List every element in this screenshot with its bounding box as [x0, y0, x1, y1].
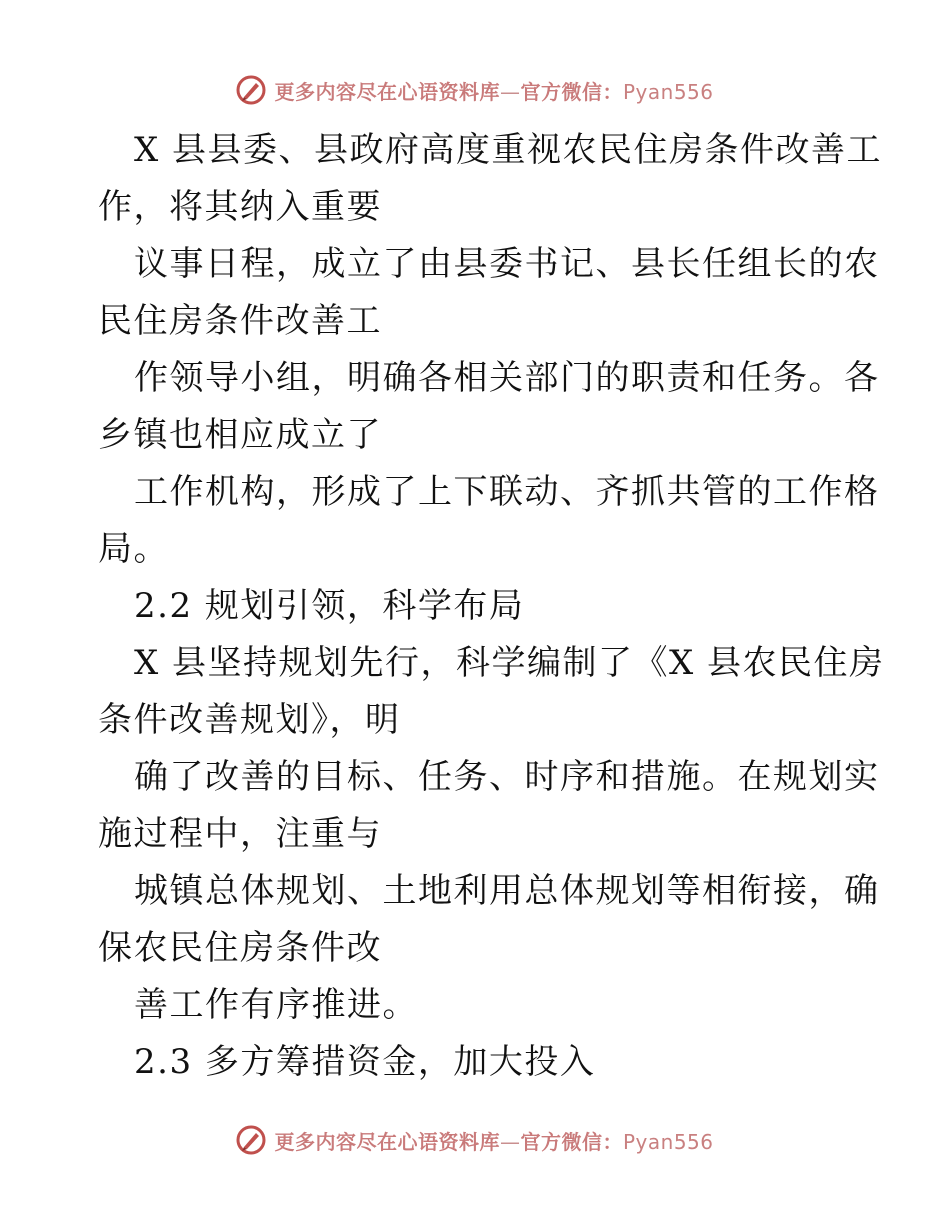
section-heading: 2.2 规划引领，科学布局: [134, 586, 525, 626]
text-line: 作，将其纳入重要: [98, 187, 382, 227]
text-line: 城镇总体规划、土地利用总体规划等相衔接，确: [134, 871, 880, 911]
banner-wechat-id: Pyan556: [622, 1129, 714, 1154]
text-line: 民住房条件改善工: [98, 301, 382, 341]
text-line: 工作机构，形成了上下联动、齐抓共管的工作格: [134, 472, 880, 512]
quill-logo-icon: [236, 75, 266, 105]
banner-text: [274, 1126, 713, 1155]
text-line: 乡镇也相应成立了: [98, 415, 382, 455]
banner-text: [274, 76, 713, 105]
text-line: 议事日程，成立了由县委书记、县长任组长的农: [134, 244, 880, 284]
text-line: X 县坚持规划先行，科学编制了《X 县农民住房: [134, 643, 885, 683]
text-line: 施过程中，注重与: [98, 814, 382, 854]
document-body: [98, 122, 885, 1091]
text-line: X 县县委、县政府高度重视农民住房条件改善工: [134, 130, 883, 170]
banner-dash: —: [499, 1129, 521, 1154]
header-banner: [0, 70, 950, 110]
text-line: 条件改善规划》，明: [98, 700, 401, 740]
banner-wechat-label: 官方微信：: [520, 1129, 623, 1154]
text-line: 善工作有序推进。: [134, 985, 418, 1025]
text-line: 作领导小组，明确各相关部门的职责和任务。各: [134, 358, 880, 398]
banner-wechat-id: Pyan556: [622, 79, 714, 104]
text-line: 局。: [98, 529, 169, 569]
banner-main-text: 更多内容尽在心语资料库: [274, 1129, 500, 1154]
banner-dash: —: [499, 79, 521, 104]
banner-main-text: 更多内容尽在心语资料库: [274, 79, 500, 104]
banner-wechat-label: 官方微信：: [520, 79, 623, 104]
section-heading: 2.3 多方筹措资金，加大投入: [134, 1042, 596, 1082]
text-line: 确了改善的目标、任务、时序和措施。在规划实: [134, 757, 880, 797]
quill-logo-icon: [236, 1125, 266, 1155]
text-line: 保农民住房条件改: [98, 928, 382, 968]
footer-banner: [0, 1120, 950, 1160]
